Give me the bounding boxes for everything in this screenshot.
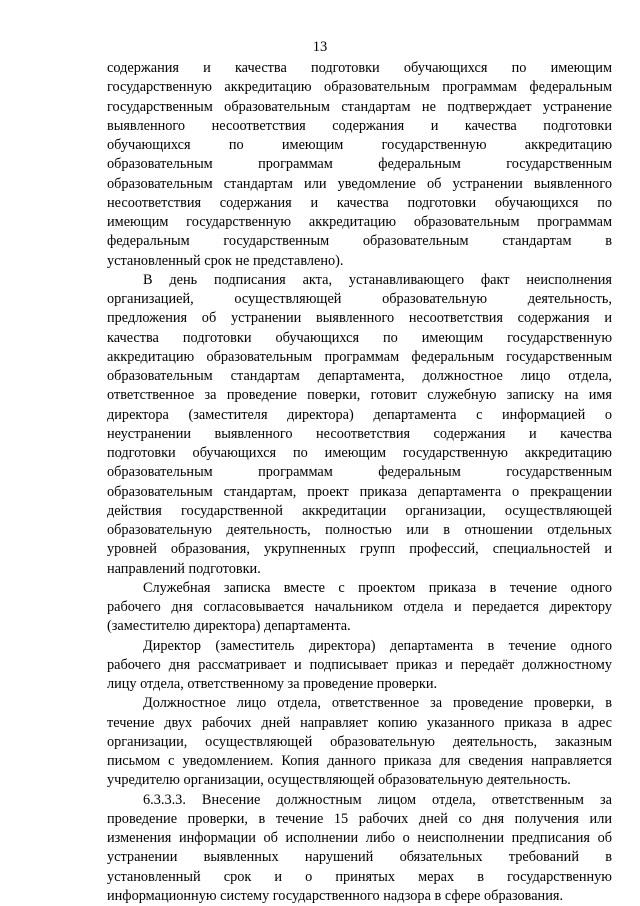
text-line: проведение проверки, в течение 15 рабочих дней со дня получения или (107, 810, 612, 827)
text-line: предложения об устранении выявленного несоответствия содержания и (107, 310, 612, 327)
text-line: обучающихся по имеющим государственную аккредитацию (107, 137, 612, 153)
text-line: письмом с уведомлением. Копия данного приказа для сведения направляется (107, 753, 612, 769)
text-line: аккредитацию образовательным программам федеральным государственным (107, 348, 612, 365)
text-line: изменения информации об исполнении либо о неисполнении предписания об (107, 830, 612, 846)
text-line: В день подписания акта, устанавливающего факт неисполнения (143, 271, 612, 288)
text-line: подготовки обучающихся по имеющим государственную аккредитацию (107, 445, 612, 461)
text-line: Служебная записка вместе с проектом приказа в течение одного (143, 579, 612, 596)
text-line: качества подготовки обучающихся по имеющим государственную (107, 329, 612, 346)
text-line: имеющим государственную аккредитацию образовательным программам (107, 214, 612, 230)
text-line: директора (заместителя директора) департамента с информацией о (107, 406, 612, 423)
text-line: (заместителю директора) департамента. (107, 618, 351, 635)
text-line: Должностное лицо отдела, ответственное за проведение проверки, в (143, 695, 612, 712)
text-line: установленный срок и о принятых мерах в государственную (107, 868, 612, 885)
text-line: течение двух рабочих дней направляет копию указанного приказа в адрес (107, 714, 612, 731)
text-line: организацией, осуществляющей образовательную деятельность, (107, 291, 612, 307)
text-line: образовательным стандартам департамента, должностное лицо отдела, (107, 368, 612, 384)
text-line: организации, осуществляющей образовательную деятельность, заказным (107, 733, 612, 750)
text-line: информационную систему государственного надзора в сфере образования. (107, 887, 564, 904)
text-line: государственную аккредитацию образовательным программам федеральным (107, 79, 612, 96)
text-line: ответственное за проведение поверки, готовит служебную записку на имя (107, 387, 612, 404)
text-line: содержания и качества подготовки обучающихся по имеющим (107, 60, 612, 76)
page-number: 13 (312, 39, 328, 55)
text-line: уровней образования, укрупненных групп профессий, специальностей и (107, 541, 612, 558)
text-line: Директор (заместитель директора) департамента в течение одного (143, 637, 612, 654)
text-line: направлений подготовки. (107, 560, 261, 577)
text-line: образовательным программам федеральным государственным (107, 156, 612, 173)
text-line: образовательным стандартам, проект приказа департамента о прекращении (107, 483, 612, 500)
text-line: федеральным государственным образовательным стандартам в (107, 233, 612, 250)
text-line: рабочего дня рассматривает и подписывает приказ и передаёт должностному (107, 656, 612, 673)
text-line: образовательным программам федеральным государственным (107, 464, 612, 481)
text-line: установленный срок не представлено). (107, 252, 344, 269)
text-line: неустранении выявленного несоответствия содержания и качества (107, 425, 612, 442)
text-line: образовательную деятельность, полностью или в отношении отдельных (107, 522, 612, 538)
text-line: 6.3.3.3. Внесение должностным лицом отдела, ответственным за (143, 791, 612, 808)
text-line: несоответствия содержания и качества подготовки обучающихся по (107, 194, 612, 211)
text-line: учредителю организации, осуществляющей образовательную деятельность. (107, 772, 571, 789)
document-body (107, 59, 612, 906)
text-line: государственным образовательным стандартам не подтверждает устранение (107, 98, 612, 115)
text-line: выявленного несоответствия содержания и качества подготовки (107, 117, 612, 134)
text-line: лицу отдела, ответственному за проведение проверки. (107, 676, 438, 692)
text-line: действия государственной аккредитации организации, осуществляющей (107, 502, 612, 519)
text-line: образовательным стандартам или уведомление об устранении выявленного (107, 175, 612, 192)
text-line: устранении выявленных нарушений обязательных требований в (107, 849, 612, 866)
text-line: рабочего дня согласовывается начальником отдела и передается директору (107, 599, 612, 615)
